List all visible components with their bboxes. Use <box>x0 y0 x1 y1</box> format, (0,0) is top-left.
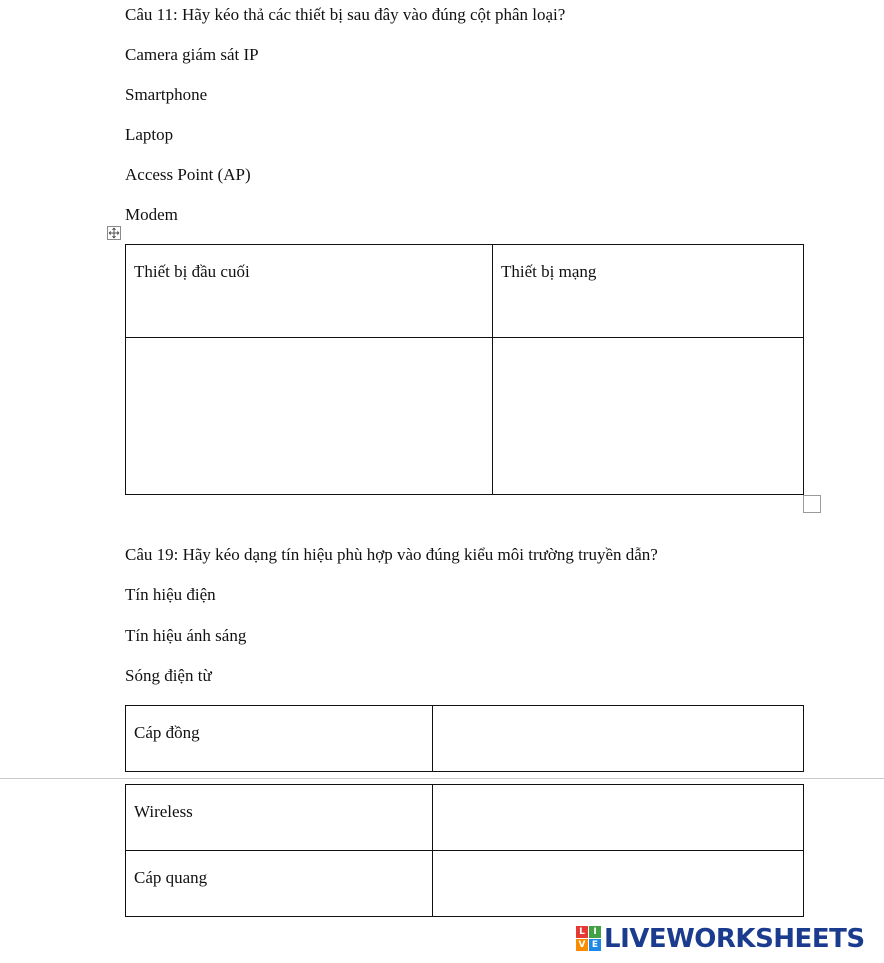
q11-item-smartphone[interactable]: Smartphone <box>125 85 208 104</box>
q19-row-wireless-label: Wireless <box>134 802 193 821</box>
q19-dropzone-wireless[interactable] <box>433 785 804 851</box>
liveworksheets-brand <box>576 922 865 956</box>
q19-row-copper-label: Cáp đồng <box>134 723 200 742</box>
q11-dropzone-end-devices[interactable] <box>126 338 493 495</box>
liveworksheets-wordmark: LIVEWORKSHEETS <box>604 924 865 954</box>
q19-table-part1 <box>125 705 804 772</box>
q11-item-camera[interactable]: Camera giám sát IP <box>125 45 259 64</box>
q19-row-copper <box>126 706 433 772</box>
q11-item-access-point[interactable]: Access Point (AP) <box>125 165 251 184</box>
logo-letter-v: V <box>576 939 588 951</box>
logo-letter-e: E <box>589 939 601 951</box>
q19-row-wireless <box>126 785 433 851</box>
q11-title: Câu 11: Hãy kéo thả các thiết bị sau đây vào đúng cột phân loại? <box>125 5 566 24</box>
q19-dropzone-fiber[interactable] <box>433 851 804 917</box>
q11-dropzone-network-devices[interactable] <box>493 338 804 495</box>
q19-item-electric-signal[interactable]: Tín hiệu điện <box>125 585 216 604</box>
q19-dropzone-copper[interactable] <box>433 706 804 772</box>
q11-item-laptop[interactable]: Laptop <box>125 125 174 144</box>
q11-header-network-devices-label: Thiết bị mạng <box>501 262 597 281</box>
q11-header-end-devices-label: Thiết bị đầu cuối <box>134 262 250 281</box>
q19-item-radio-wave[interactable]: Sóng điện từ <box>125 666 212 685</box>
q19-row-fiber-label: Cáp quang <box>134 868 208 887</box>
q19-item-light-signal[interactable]: Tín hiệu ánh sáng <box>125 626 247 645</box>
table-resize-handle[interactable] <box>803 495 821 513</box>
table-move-handle-icon[interactable] <box>107 226 121 240</box>
q11-header-end-devices <box>126 245 493 338</box>
page-break-divider <box>0 778 884 779</box>
q19-title: Câu 19: Hãy kéo dạng tín hiệu phù hợp vào đúng kiểu môi trường truyền dẫn? <box>125 545 658 564</box>
q19-table-part2 <box>125 784 804 917</box>
q11-item-modem[interactable]: Modem <box>125 205 178 224</box>
logo-letter-i: I <box>589 926 601 938</box>
q19-row-fiber <box>126 851 433 917</box>
logo-letter-l: L <box>576 926 588 938</box>
move-arrows-icon <box>108 227 120 239</box>
liveworksheets-logo-icon <box>576 926 602 952</box>
q11-classification-table <box>125 244 804 495</box>
q11-header-network-devices <box>493 245 804 338</box>
